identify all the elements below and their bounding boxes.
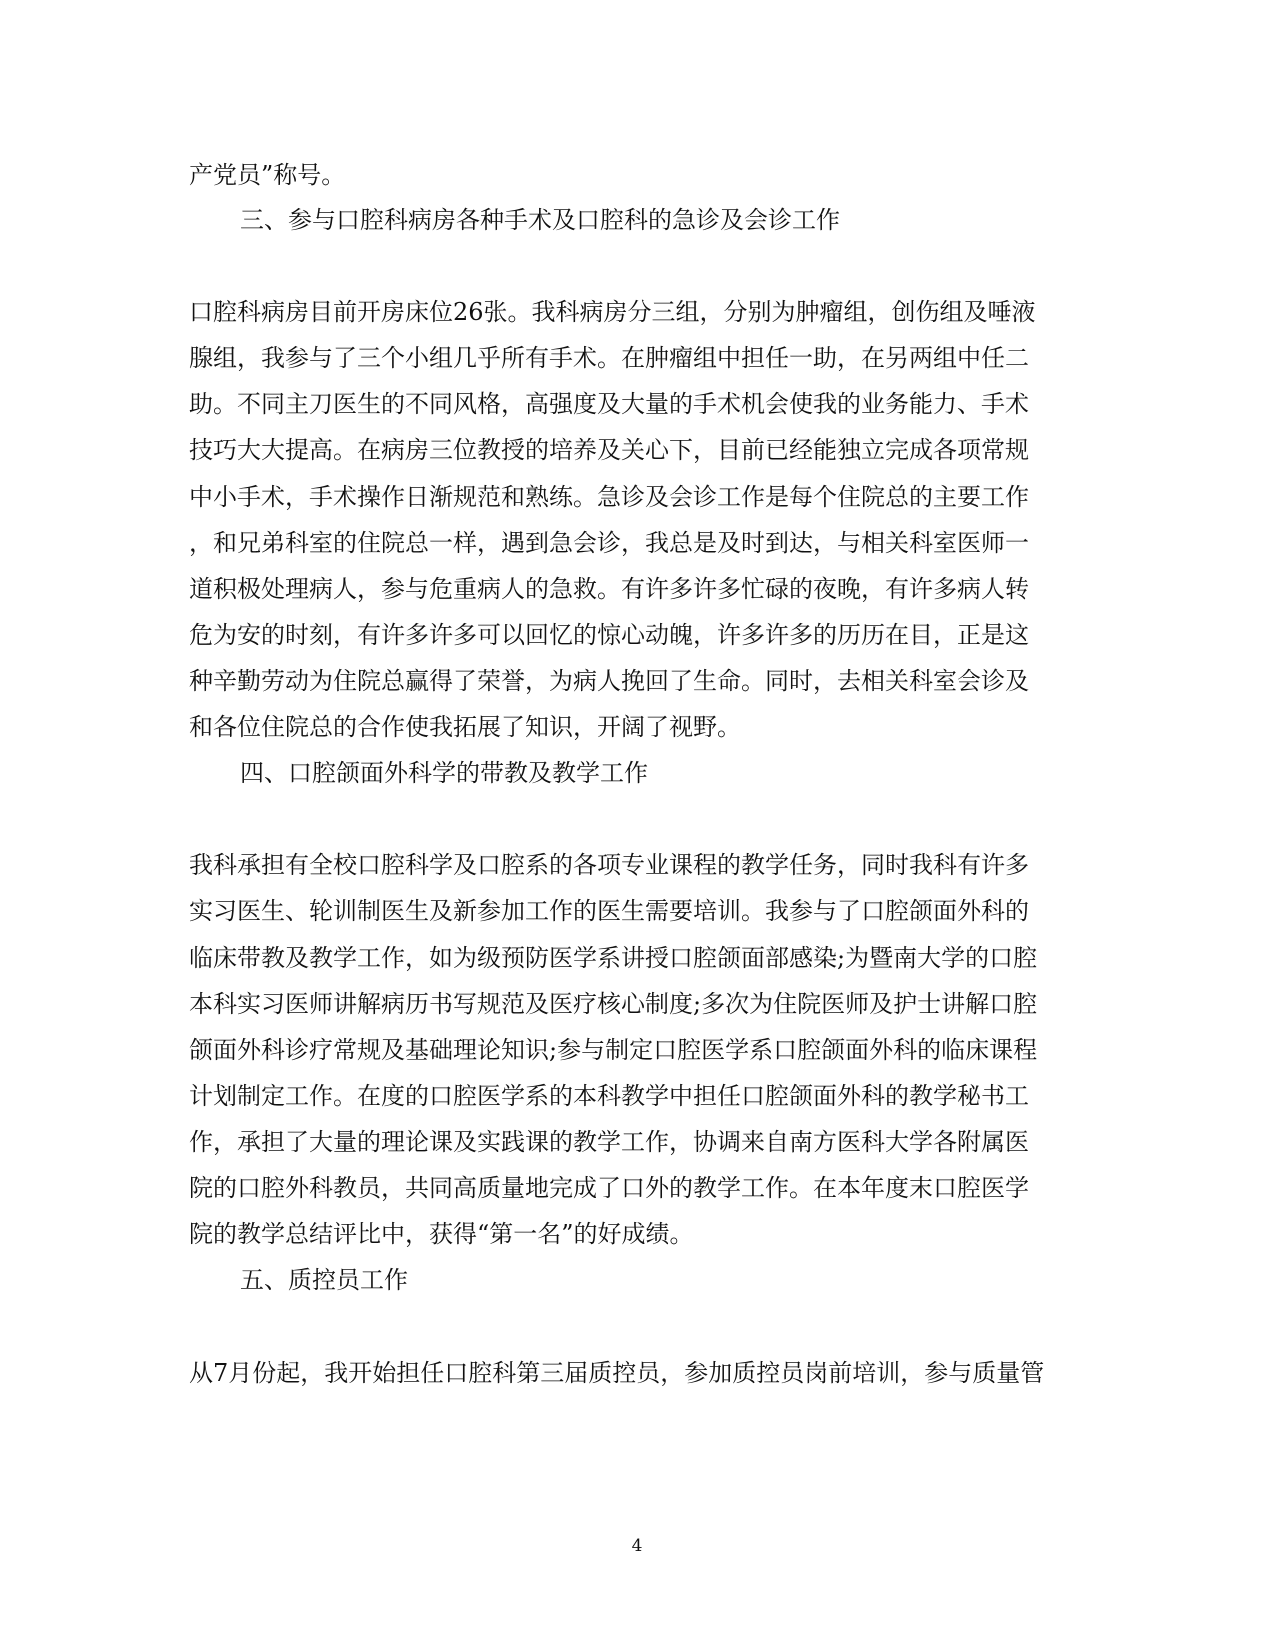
paragraph-line: 院的口腔外科教员，共同高质量地完成了口外的教学工作。在本年度末口腔医学 — [189, 1174, 1029, 1202]
section-heading: 四、口腔颌面外科学的带教及教学工作 — [240, 759, 648, 787]
paragraph-line: 种辛勤劳动为住院总赢得了荣誉，为病人挽回了生命。同时，去相关科室会诊及 — [189, 667, 1029, 695]
paragraph-line: 作，承担了大量的理论课及实践课的教学工作，协调来自南方医科大学各附属医 — [189, 1128, 1029, 1156]
paragraph-line: ，和兄弟科室的住院总一样，遇到急会诊，我总是及时到达，与相关科室医师一 — [189, 529, 1029, 557]
paragraph-line: 腺组，我参与了三个小组几乎所有手术。在肿瘤组中担任一助，在另两组中任二 — [189, 344, 1029, 372]
paragraph-line: 颌面外科诊疗常规及基础理论知识;参与制定口腔医学系口腔颌面外科的临床课程 — [189, 1036, 1038, 1064]
paragraph-line: 中小手术，手术操作日渐规范和熟练。急诊及会诊工作是每个住院总的主要工作 — [189, 483, 1029, 511]
paragraph-line: 口腔科病房目前开房床位26张。我科病房分三组，分别为肿瘤组，创伤组及唾液 — [189, 298, 1036, 326]
section-heading: 三、参与口腔科病房各种手术及口腔科的急诊及会诊工作 — [240, 206, 840, 234]
paragraph-line: 院的教学总结评比中，获得“第一名”的好成绩。 — [189, 1220, 694, 1248]
paragraph-line: 从7月份起，我开始担任口腔科第三届质控员，参加质控员岗前培训，参与质量管 — [189, 1359, 1045, 1387]
paragraph-line: 计划制定工作。在度的口腔医学系的本科教学中担任口腔颌面外科的教学秘书工 — [189, 1082, 1029, 1110]
paragraph-line: 产党员”称号。 — [189, 161, 346, 189]
paragraph-line: 道积极处理病人，参与危重病人的急救。有许多许多忙碌的夜晚，有许多病人转 — [189, 575, 1029, 603]
paragraph-line: 危为安的时刻，有许多许多可以回忆的惊心动魄，许多许多的历历在目，正是这 — [189, 621, 1029, 649]
paragraph-line: 助。不同主刀医生的不同风格，高强度及大量的手术机会使我的业务能力、手术 — [189, 390, 1029, 418]
paragraph-line: 实习医生、轮训制医生及新参加工作的医生需要培训。我参与了口腔颌面外科的 — [189, 897, 1029, 925]
section-heading: 五、质控员工作 — [240, 1266, 408, 1294]
paragraph-line: 和各位住院总的合作使我拓展了知识，开阔了视野。 — [189, 713, 741, 741]
paragraph-line: 临床带教及教学工作，如为级预防医学系讲授口腔颌面部感染;为暨南大学的口腔 — [189, 944, 1038, 972]
paragraph-line: 本科实习医师讲解病历书写规范及医疗核心制度;多次为住院医师及护士讲解口腔 — [189, 990, 1038, 1018]
paragraph-line: 技巧大大提高。在病房三位教授的培养及关心下，目前已经能独立完成各项常规 — [189, 436, 1029, 464]
page-number: 4 — [631, 1536, 643, 1556]
paragraph-line: 我科承担有全校口腔科学及口腔系的各项专业课程的教学任务，同时我科有许多 — [189, 851, 1029, 879]
